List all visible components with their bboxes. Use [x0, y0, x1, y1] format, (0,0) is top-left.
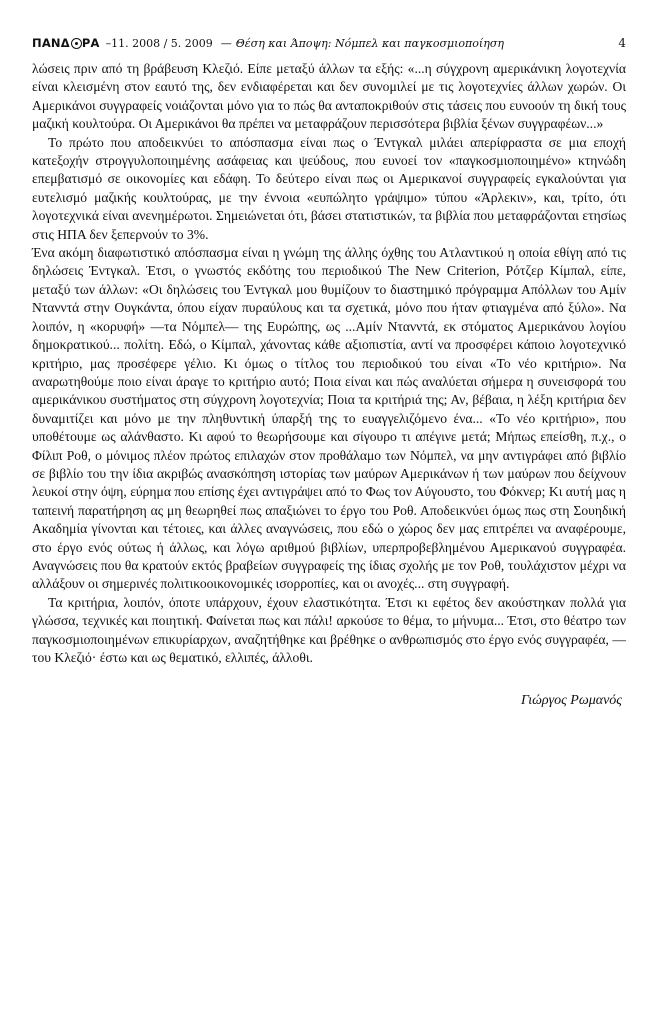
magazine-logo [32, 36, 100, 50]
page-number: 4 [618, 36, 626, 50]
section-title: Θέση και Άποψη: Νόμπελ και παγκοσμιοποίηση [235, 37, 504, 50]
magazine-logo-prefix: ΠΑΝΔ [32, 36, 70, 50]
document-page [32, 36, 626, 709]
running-header [32, 36, 626, 50]
paragraph: λώσεις πριν από τη βράβευση Κλεζιό. Είπε μεταξύ άλλων τα εξής: «...η σύγχρονη αμερικάνικη λογοτεχνία είναι κλεισμένη στον εαυτό της, δεν ενδιαφέρεται και δεν συνομιλεί με τις λογοτεχνίες άλλων χωρών. Οι Αμερικάνοι συγγραφείς νοιάζονται μόνο για το πώς θα ανταποκριθούν στις τάσεις που ευνοούν τη δική τους μαζική κουλτούρα. Οι Αμερικάνοι θα πρέπει να μεταφράζουν περισσότερα βιβλία ξένων συγγραφέων...» [32, 61, 626, 132]
header-separator: — [220, 37, 232, 50]
issue-dates: –11. 2008 / 5. 2009 [105, 37, 213, 50]
paragraph: Τα κριτήρια, λοιπόν, όποτε υπάρχουν, έχουν ελαστικότητα. Έτσι κι εφέτος δεν ακούστηκαν πολλά για γλώσσα, τεχνικές και ποιητική. Φαίνεται πως και πάλι! αρκούσε το θέμα, το μήνυμα... Έτσι, στο θέατρο των παγκοσμιοποιημένων επικυρίαρχων, αναζητήθηκε και βρέθηκε ο ανθρωπισμός στο έργο ενός συγγραφέα, —του Κλεζιό· έστω και ως θεματικό, ελλιπές, άλλοθι. [32, 594, 626, 665]
eye-icon [71, 38, 82, 49]
magazine-logo-suffix: ΡΑ [81, 36, 100, 50]
paragraph: Το πρώτο που αποδεικνύει το απόσπασμα είναι πως ο Έντγκαλ μιλάει απερίφραστα σε μια εποχή κατεξοχήν στρογγυλοποιημένης ασάφειας και ψεύδους, που ευνοεί τον «παγκοσμιοποιημένο» κτηνώδη επεμβατισμό σε οικονομίες και εδάφη. Το δεύτερο είναι πως οι Αμερικανοί συγγραφείς εγκαλούνται για ευτελισμό μαζικής κουλτούρας, με την έννοια «ευπώλητο γράψιμο» τύπου «Άρλεκιν», και, τρίτο, ότι λογοτεχνικά είναι ανενημέρωτοι. Σημειώνεται ότι, βάσει στατιστικών, τα βιβλία που μεταφράζονται ετησίως στις ΗΠΑ δεν ξεπερνούν το 3%. [32, 134, 626, 242]
paragraph: Ένα ακόμη διαφωτιστικό απόσπασμα είναι η γνώμη της άλλης όχθης του Ατλαντικού η οποία εθίγη από τις δηλώσεις Έντγκαλ. Έτσι, ο γνωστός εκδότης του περιοδικού The New Criterion, Ρότζερ Κίμπαλ, είπε, μεταξύ των άλλων: «Οι δηλώσεις του Έντγκαλ μου θυμίζουν το διαστημικό πρόγραμμα Απόλλων του Αμίν Ντανντά στην Ουγκάντα, όπου είχαν πυραύλους και τα σχετικά, μόνο που ήταν φτιαγμένα από ξύλο». Να λοιπόν, η «κορυφή» —τα Νόμπελ— της Ευρώπης, ως ...Αμίν Ντανντά, εκ στόματος Αμερικάνου λογίου δημοκρατικού... πολίτη. Εδώ, ο Κίμπαλ, χάνοντας κάθε αξιοπιστία, αντί να προσφέρει κάποιο λογοτεχνικό κριτήριο, μας προσέφερε γέλιο. Κι όμως ο τίτλος του περιοδικού του είναι «Το νέο κριτήριο». Να αναρωτηθούμε ποιο είναι άραγε το κριτήριο αυτό; Ποια είναι και πώς αναλύεται σήμερα η συνεισφορά του αμερικάνικου συστήματος στη σύγχρονη λογοτεχνία; Ποια τα κριτήριά της; Αν, βέβαια, η λέξη κριτήρια δεν δυναμιτίζει και μόνο με την πληθυντική ύπαρξή της το ευαγγελιζόμενο ένα... «Το νέο κριτήριο», που υποθέτουμε ως αλάνθαστο. Κι αφού το θεωρήσουμε και σίγουρο τι απέγινε μετά; Μήπως επείσθη, π.χ., ο Φίλιπ Ροθ, ο μόνιμος πλέον πρώτος επιλαχών στον προθάλαμο των Νόμπελ, να μην αντιγράφει από βιβλίο σε βιβλίο του την ίδια ακριβώς ανασκόπηση ιστορίας των μαύρων Αμερικάνων ή των μαύρων που δείχνουν λευκοί στην όψη, εύρημα που επίσης έχει αντιγράψει από το Φως τον Αύγουστο, του Φόκνερ; Κι αυτή μας η ταπεινή παρατήρηση ας μη θεωρηθεί πως απαξιώνει το έργο του Ροθ. Αποδεικνύει όμως πως στη Σουηδική Ακαδημία γίνονται και τέτοιες, και άλλες αναγνώσεις, που εδώ ο χώρος δεν μας επιτρέπει να αναφέρουμε, στο έργο ενός ούτως ή άλλως, και λόγω αριθμού βιβλίων, υπερπροβεβλημένου Αμερικανού συγγραφέα. Αναγνώσεις που θα κρατούν εκτός βραβείων συγγραφείς της ίδιας σχολής με τον Ροθ, τουλάχιστον μέχρι να αλλάξουν οι σημερινές πολιτικοοικονομικές ισορροπίες, και οι ανοχές... στη συγγραφή. [32, 245, 626, 592]
article-body [32, 60, 626, 667]
author-signature: Γιώργος Ρωμανός [521, 693, 622, 709]
